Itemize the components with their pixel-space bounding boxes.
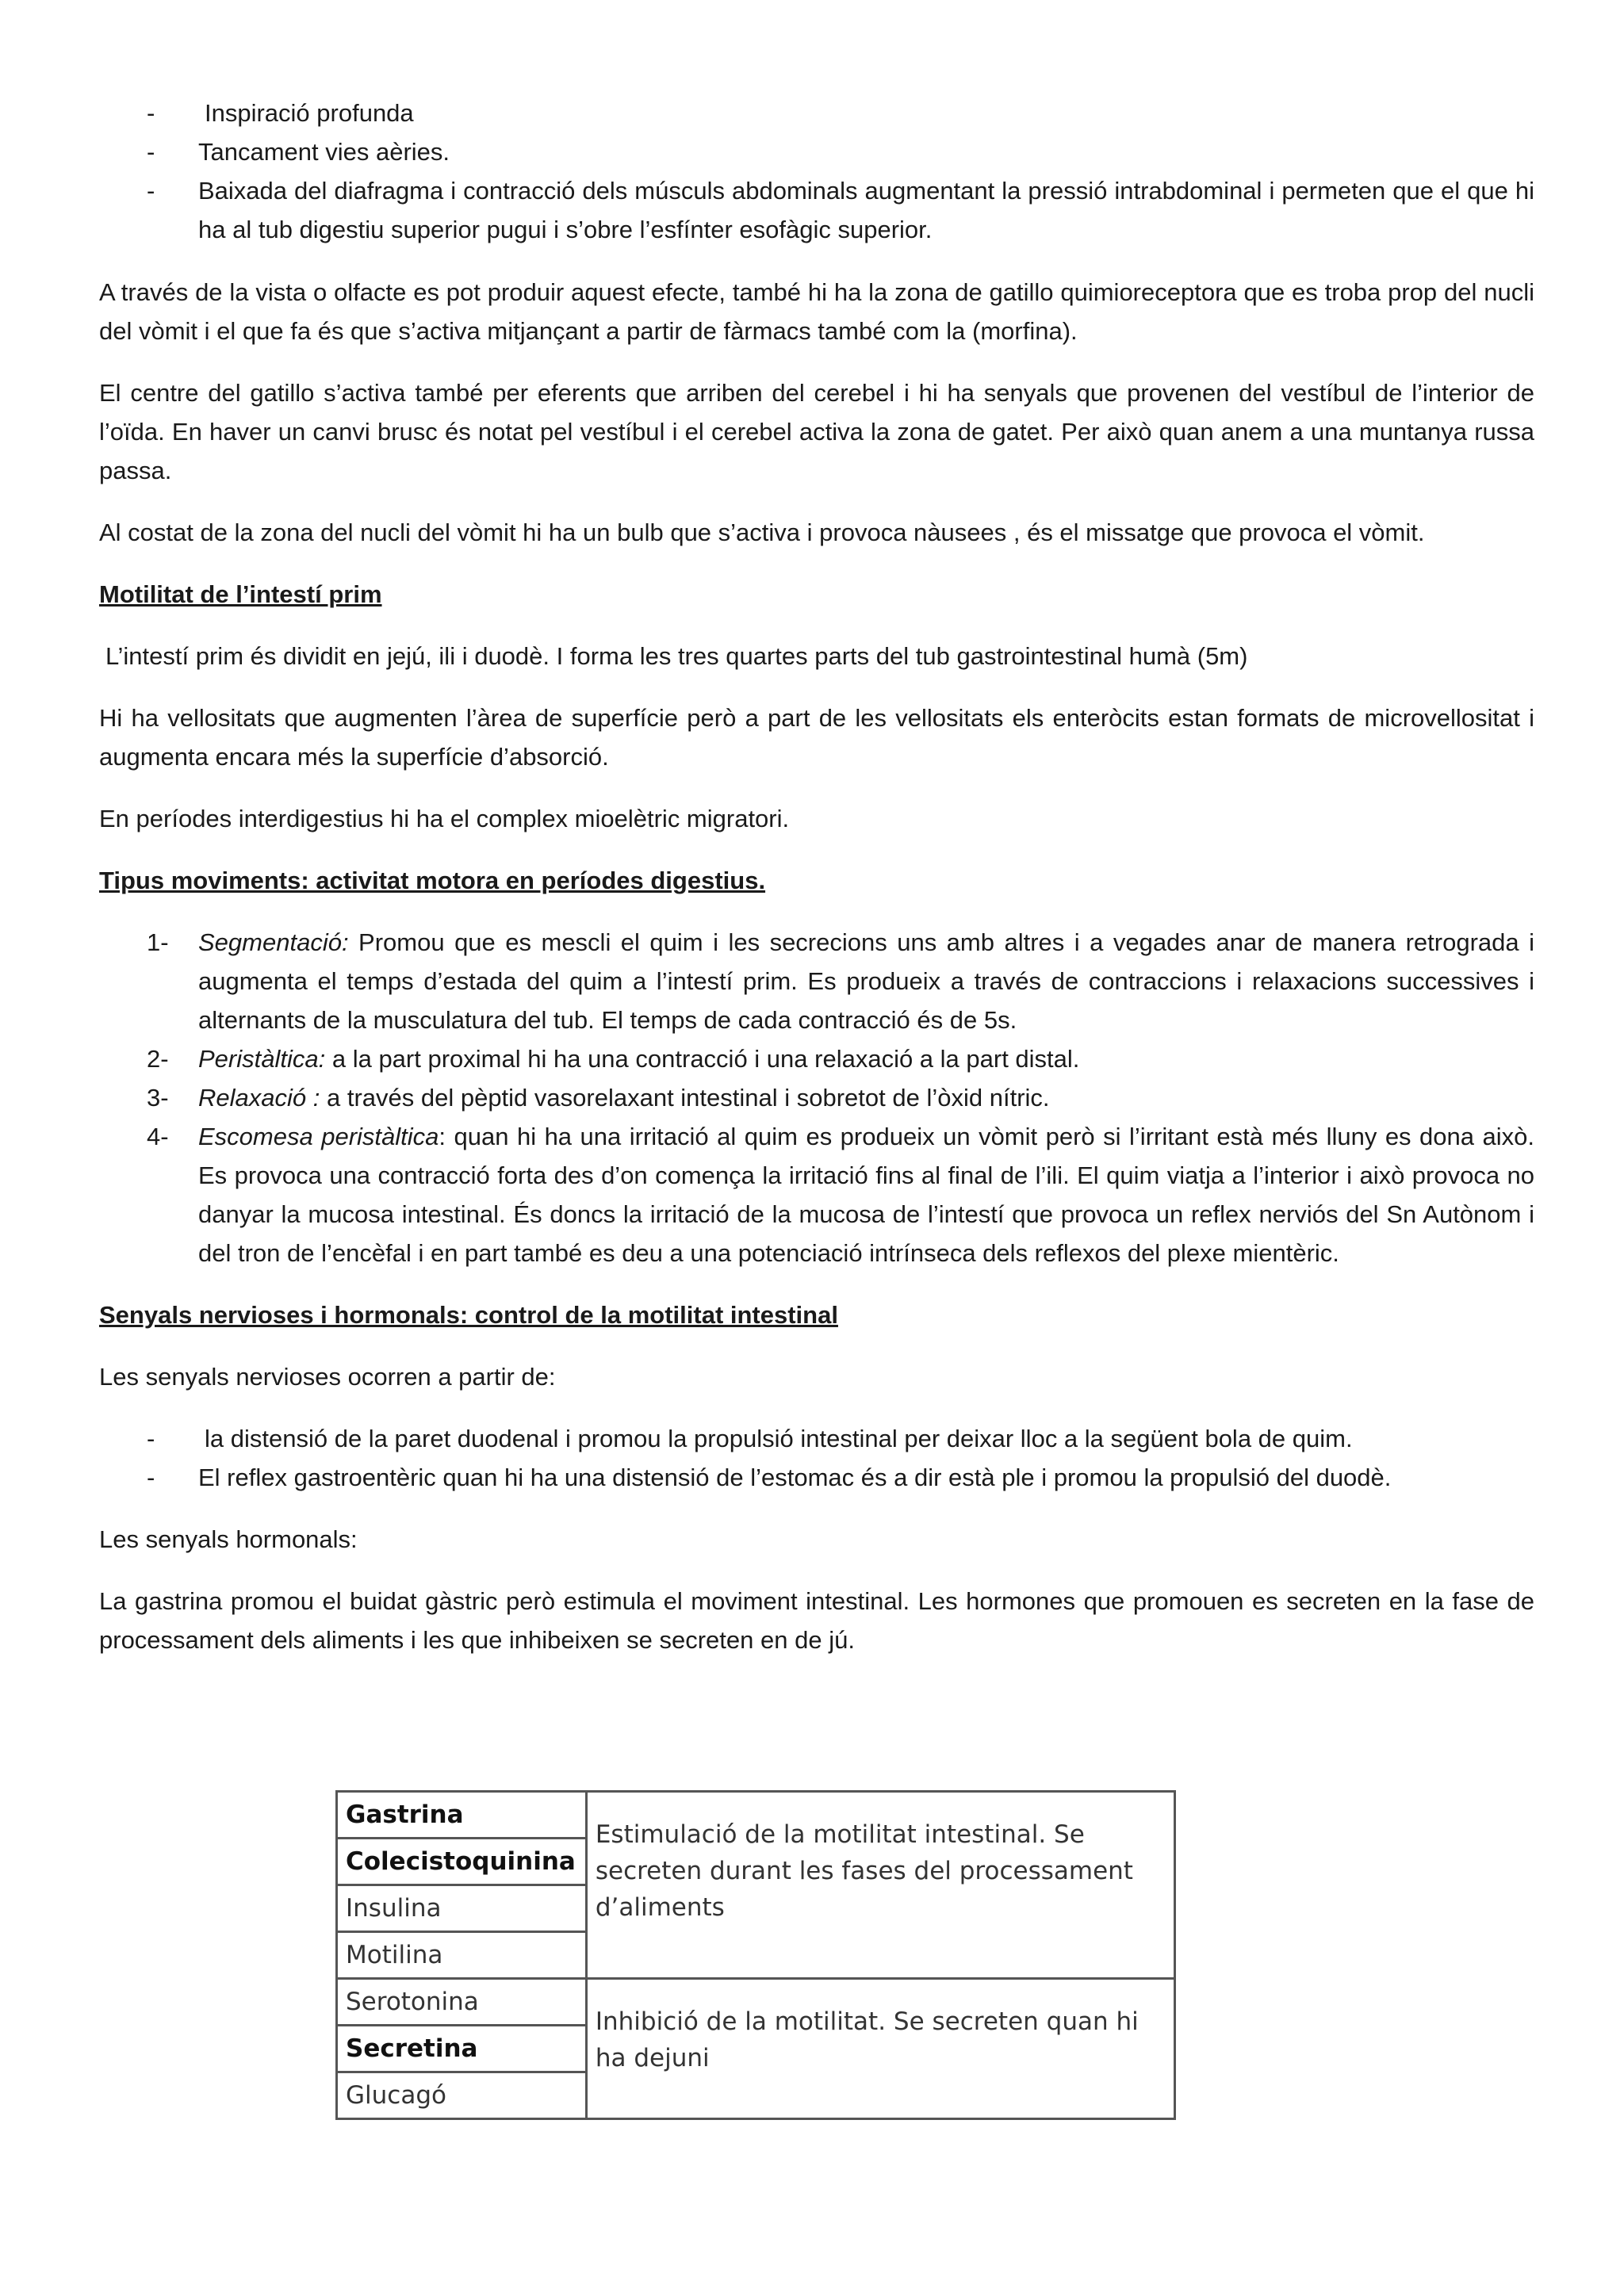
list-item <box>99 1458 1534 1497</box>
movement-description: a través del pèptid vasorelaxant intestinal i sobretot de l’òxid nítric. <box>320 1084 1050 1112</box>
list-item <box>99 1419 1534 1458</box>
movement-term: Peristàltica: <box>198 1045 326 1073</box>
movement-term: Relaxació : <box>198 1084 320 1112</box>
movement-term: Segmentació: <box>198 928 349 956</box>
section-heading: Motilitat de l’intestí prim <box>99 580 382 608</box>
section-heading: Senyals nervioses i hormonals: control de la motilitat intestinal <box>99 1301 838 1329</box>
list-item <box>99 132 1534 171</box>
inhibition-cell: Inhibició de la motilitat. Se secreten quan hi ha dejuni <box>586 1979 1174 2119</box>
table-cell: Insulina <box>337 1885 587 1932</box>
section-heading: Tipus moviments: activitat motora en períodes digestius. <box>99 867 766 894</box>
list-item-text: Tancament vies aèries. <box>198 138 450 166</box>
paragraph: Hi ha vellositats que augmenten l’àrea de superfície però a part de les vellositats els enteròcits estan formats de microvellositat i augmenta encara més la superfície d’absorció. <box>99 704 1534 771</box>
list-item-text: Inspiració profunda <box>205 99 414 127</box>
list-item <box>99 923 1534 1039</box>
movement-term: Escomesa peristàltica <box>198 1123 439 1150</box>
bullet-dash: - <box>147 177 155 205</box>
paragraph: A través de la vista o olfacte es pot produir aquest efecte, també hi ha la zona de gatillo quimioreceptora que es troba prop del nucli del vòmit i el que fa és que s’activa mitjançant a partir de fàrmacs també com la (morfina). <box>99 278 1534 345</box>
list-number: 2- <box>147 1045 169 1073</box>
table-row <box>337 1979 1175 2026</box>
movement-description: Promou que es mescli el quim i les secrecions uns amb altres i a vegades anar de manera retrograda i augmenta el temps d’estada del quim a l’intestí prim. Es produeix a través de contraccions i relaxacions successives i alternants de la musculatura del tub. El temps de cada contracció és de 5s. <box>198 928 1534 1034</box>
vomit-steps-list <box>99 94 1534 249</box>
list-item-text: El reflex gastroentèric quan hi ha una distensió de l’estomac és a dir està ple i promou la propulsió del duodè. <box>198 1464 1392 1491</box>
list-number: 1- <box>147 928 169 956</box>
table-cell: Serotonina <box>337 1979 587 2026</box>
paragraph: Les senyals nervioses ocorren a partir de: <box>99 1363 556 1391</box>
list-item <box>99 1039 1534 1078</box>
document-page <box>99 94 1534 1682</box>
list-item <box>99 1078 1534 1117</box>
paragraph: L’intestí prim és dividit en jejú, ili i duodè. I forma les tres quartes parts del tub gastrointestinal humà (5m) <box>105 642 1248 670</box>
list-item <box>99 94 1534 132</box>
stimulation-cell: Estimulació de la motilitat intestinal. Se secreten durant les fases del processament d’aliments <box>586 1792 1174 1979</box>
movement-description: a la part proximal hi ha una contracció i una relaxació a la part distal. <box>325 1045 1080 1073</box>
table-cell: Gastrina <box>337 1792 587 1839</box>
bullet-dash: - <box>147 138 155 166</box>
paragraph: Les senyals hormonals: <box>99 1525 358 1553</box>
movement-description: : quan hi ha una irritació al quim es produeix un vòmit però si l’irritant està més lluny es dona això. Es provoca una contracció forta des d’on comença la irritació fins al final de l’ili. El quim viatja a l’interior i això provoca no danyar la mucosa intestinal. És doncs la irritació de la mucosa de l’intestí que provoca un reflex nerviós del Sn Autònom i del tron de l’encèfal i en part també es deu a una potenciació intrínseca dels reflexos del plexe mientèric. <box>198 1123 1534 1267</box>
paragraph: El centre del gatillo s’activa també per eferents que arriben del cerebel i hi ha senyals que provenen del vestíbul de l’interior de l’oïda. En haver un canvi brusc és notat pel vestíbul i el cerebel activa la zona de gatet. Per això quan anem a una muntanya russa passa. <box>99 379 1534 484</box>
paragraph: En períodes interdigestius hi ha el complex mioelètric migratori. <box>99 805 790 832</box>
table-row <box>337 1792 1175 1839</box>
bullet-dash: - <box>147 1464 155 1491</box>
movement-types-list <box>99 923 1534 1272</box>
table-cell: Glucagó <box>337 2072 587 2119</box>
list-item-text: la distensió de la paret duodenal i promou la propulsió intestinal per deixar lloc a la següent bola de quim. <box>205 1425 1353 1452</box>
table-cell: Secretina <box>337 2026 587 2072</box>
bullet-dash: - <box>147 1425 155 1452</box>
bullet-dash: - <box>147 99 155 127</box>
paragraph: La gastrina promou el buidat gàstric però estimula el moviment intestinal. Les hormones que promouen es secreten en la fase de processament dels aliments i les que inhibeixen se secreten en de jú. <box>99 1587 1534 1654</box>
nerve-signals-list <box>99 1419 1534 1497</box>
paragraph: Al costat de la zona del nucli del vòmit hi ha un bulb que s’activa i provoca nàusees , és el missatge que provoca el vòmit. <box>99 519 1425 546</box>
hormone-table <box>335 1790 1176 2120</box>
list-item <box>99 171 1534 249</box>
list-item <box>99 1117 1534 1272</box>
table-cell: Colecistoquinina <box>337 1839 587 1885</box>
list-number: 4- <box>147 1123 169 1150</box>
list-number: 3- <box>147 1084 169 1112</box>
list-item-text: Baixada del diafragma i contracció dels músculs abdominals augmentant la pressió intrabdominal i permeten que el que hi ha al tub digestiu superior pugui i s’obre l’esfínter esofàgic superior. <box>198 177 1534 243</box>
table-cell: Motilina <box>337 1932 587 1979</box>
